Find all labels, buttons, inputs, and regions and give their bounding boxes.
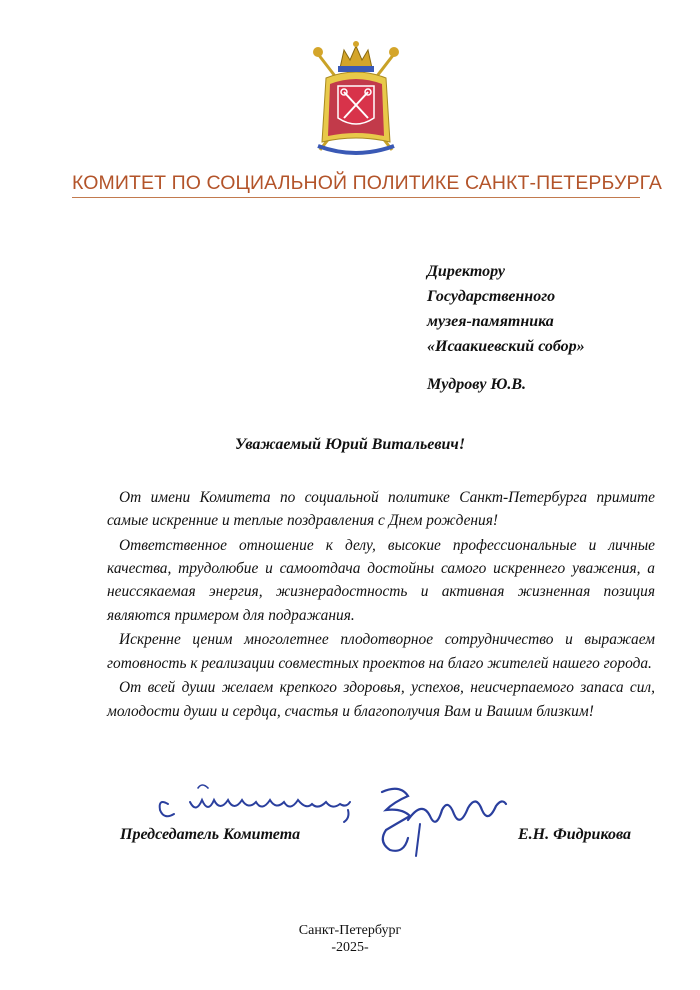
body-paragraph: От имени Комитета по социальной политике Санкт-Петербурга примите самые искренние и теплые поздравления с Днем рождения! (107, 489, 655, 530)
footer-city: Санкт-Петербург (298, 923, 402, 938)
signatory-title: Председатель Комитета (120, 826, 301, 843)
addressee-name: Мудрову Ю.В. (427, 376, 527, 393)
letter-body (107, 486, 655, 724)
addressee-line: «Исаакиевский собор» (427, 338, 585, 355)
letter-footer (0, 922, 700, 956)
addressee-line: Государственного (427, 288, 556, 305)
coat-of-arms-icon (308, 38, 404, 156)
body-paragraph: От всей души желаем крепкого здоровья, успехов, неисчерпаемого запаса сил, молодости души и сердца, счастья и благополучия Вам и Вашим близким! (107, 679, 655, 720)
footer-year: -2025- (331, 940, 369, 955)
addressee-block (427, 259, 585, 397)
header-divider (72, 197, 640, 198)
handwritten-signature (150, 780, 510, 870)
body-paragraph: Ответственное отношение к делу, высокие профессиональные и личные качества, трудолюбие и самоотдача достойны самого искреннего уважения, а неиссякаемая энергия, жизнерадостность и активная жизненная позиция являются примером для подражания. (107, 537, 655, 624)
addressee-line: Директору (427, 263, 505, 280)
signatory-name: Е.Н. Фидрикова (518, 826, 631, 843)
addressee-line: музея-памятника (427, 313, 554, 330)
salutation: Уважаемый Юрий Витальевич! (234, 436, 466, 453)
organization-name: КОМИТЕТ ПО СОЦИАЛЬНОЙ ПОЛИТИКЕ САНКТ-ПЕТЕРБУРГА (72, 172, 663, 194)
body-paragraph: Искренне ценим многолетнее плодотворное сотрудничество и выражаем готовность к реализации совместных проектов на благо жителей нашего города. (107, 631, 655, 672)
